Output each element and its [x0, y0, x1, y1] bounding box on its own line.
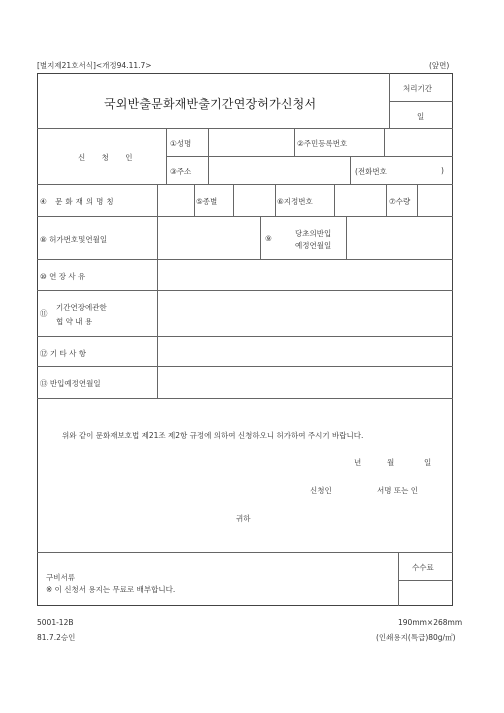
quantity-label: ⑦수량 — [389, 197, 411, 206]
cultural-property-name-label: ④ 문화재의명칭 — [40, 197, 117, 206]
phone-label: (전화번호 — [355, 167, 387, 176]
return-label-line — [346, 216, 347, 259]
form-reference: [별지제21호서식]<개정94.11.7> — [37, 61, 152, 70]
extension-reason-label: ⑩ 연 장 사 유 — [40, 272, 86, 281]
type-label-line — [194, 184, 195, 216]
original-return-label-2: 예정연월일 — [295, 241, 332, 250]
resident-label-line — [294, 128, 295, 156]
label-column-line — [166, 128, 167, 184]
original-return-label-1: 당초의반입 — [295, 229, 332, 238]
processing-column-line — [389, 73, 390, 128]
agreement-label-1: 기간연장에관한 — [56, 303, 107, 312]
page-side-label: (앞면) — [429, 61, 450, 70]
address-label: ③주소 — [170, 167, 192, 176]
fee-column-line — [398, 552, 399, 606]
quantity-label-line — [386, 184, 387, 216]
applicant-mid-line — [166, 156, 453, 157]
row-line — [37, 366, 453, 367]
type-label: ⑤종별 — [196, 197, 218, 206]
applicant-signature-label: 신청인 — [310, 486, 332, 495]
row-line — [37, 259, 453, 260]
agreement-label-2: 협 약 내 용 — [56, 317, 93, 326]
paper-size: 190mm×268mm — [398, 618, 463, 627]
phone-close: ) — [441, 166, 444, 175]
paper-spec: (인쇄용지(특급)80g/㎡) — [376, 633, 456, 642]
designation-label-line — [275, 184, 276, 216]
phone-line — [350, 156, 351, 184]
row-line — [37, 552, 453, 553]
resident-value-line — [384, 128, 385, 156]
applicant-label: 신 청 인 — [78, 153, 140, 162]
permit-value-line — [260, 216, 261, 259]
row-line — [37, 216, 453, 217]
form-code: 5001-12B — [37, 618, 74, 627]
row-line — [37, 336, 453, 337]
addressee-label: 귀하 — [236, 514, 251, 523]
required-documents-label: 구비서류 — [46, 573, 75, 582]
form-title: 국외반출문화재반출기간연장허가신청서 — [104, 97, 317, 111]
date-day: 일 — [424, 458, 432, 467]
name-label: ①성명 — [170, 139, 192, 148]
fee-divider — [398, 580, 453, 581]
resident-number-label: ②주민등록번호 — [297, 139, 348, 148]
address-value-line — [208, 156, 209, 184]
title-divider — [37, 128, 453, 129]
permit-label: ⑧ 허가번호및연월일 — [40, 235, 108, 244]
date-year: 년 — [354, 458, 362, 467]
name-value-line — [208, 128, 209, 156]
processing-divider — [389, 101, 453, 102]
sign-or-seal-label: 서명 또는 인 — [377, 486, 418, 495]
row-line — [37, 290, 453, 291]
type-value-line — [233, 184, 234, 216]
row-line — [37, 184, 453, 185]
application-statement: 위와 같이 문화재보호법 제21조 제2항 규정에 의하여 신청하오니 허가하여 주시기 바랍니다. — [62, 431, 364, 440]
scheduled-return-date-label: ⑬ 반입예정연월일 — [40, 379, 101, 388]
row-line — [37, 398, 453, 399]
agreement-mark: ⑪ — [40, 309, 48, 318]
fee-label: 수수료 — [412, 563, 434, 572]
approval-date: 81.7.2승인 — [37, 633, 76, 642]
processing-period-label: 처리기간 — [403, 84, 432, 93]
date-month: 월 — [387, 458, 395, 467]
designation-number-label: ⑥지정번호 — [277, 197, 313, 206]
label-column-line — [157, 184, 158, 398]
processing-period-value: 일 — [417, 112, 425, 121]
free-distribution-note: ※ 이 신청서 용지는 무료로 배부합니다. — [46, 585, 176, 594]
other-matters-label: ⑫ 기 타 사 항 — [40, 349, 87, 358]
original-return-mark: ⑨ — [265, 234, 272, 243]
quantity-value-line — [417, 184, 418, 216]
designation-value-line — [334, 184, 335, 216]
